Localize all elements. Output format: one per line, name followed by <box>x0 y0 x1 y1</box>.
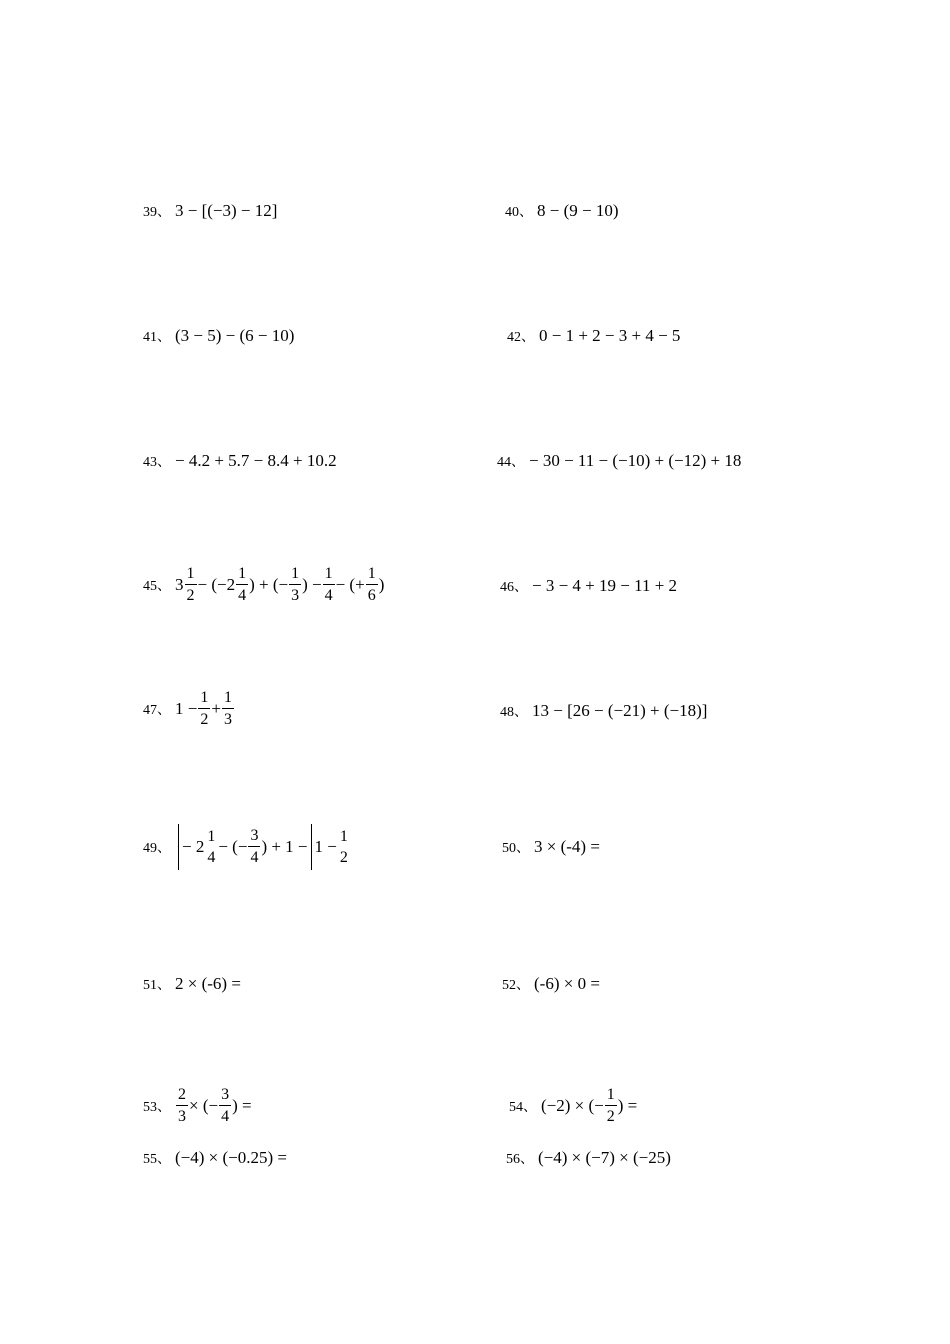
numerator: 2 <box>176 1087 188 1106</box>
denominator: 3 <box>291 587 300 604</box>
denominator: 6 <box>367 587 376 604</box>
expr-part: ) = <box>617 1096 638 1115</box>
numerator: 1 <box>339 827 348 845</box>
problem-number: 47、 <box>143 703 171 718</box>
expr-part: − 2 <box>182 837 205 856</box>
numerator: 1 <box>222 690 234 709</box>
denominator: 2 <box>200 711 209 728</box>
expression: − 30 − 11 − (−10) + (−12) + 18 <box>529 451 742 470</box>
expr-part: 1 − <box>314 837 337 856</box>
expression: 3 − [(−3) − 12] <box>175 201 278 220</box>
absolute-value-bar <box>178 824 179 870</box>
expr-part: − (−2 <box>197 575 236 594</box>
denominator: 2 <box>606 1108 615 1125</box>
fraction <box>185 566 197 604</box>
problem-number: 43、 <box>143 455 171 470</box>
problem-number: 45、 <box>143 579 171 594</box>
fraction <box>248 828 260 866</box>
expression: (-6) × 0 = <box>534 974 600 993</box>
expr-part: (−2) × (− <box>541 1096 604 1115</box>
problem-number: 54、 <box>509 1100 537 1115</box>
problem-40 <box>505 201 619 221</box>
problem-number: 41、 <box>143 330 171 345</box>
expr-part: ) = <box>232 1096 252 1115</box>
problem-53 <box>143 1087 252 1125</box>
problem-number: 56、 <box>506 1152 534 1167</box>
expression: 13 − [26 − (−21) + (−18)] <box>532 701 708 720</box>
expr-part: + <box>211 699 221 718</box>
numerator: 1 <box>207 827 216 845</box>
problem-number: 40、 <box>505 205 533 220</box>
problem-number: 49、 <box>143 841 171 856</box>
denominator: 4 <box>250 849 259 866</box>
expression: 2 × (-6) = <box>175 974 241 993</box>
denominator: 4 <box>221 1108 230 1125</box>
expr-part: − (+ <box>335 575 365 594</box>
problem-number: 52、 <box>502 978 530 993</box>
problem-44 <box>497 451 741 471</box>
denominator: 3 <box>223 711 232 728</box>
expression: 8 − (9 − 10) <box>537 201 619 220</box>
problem-49 <box>143 824 351 870</box>
problem-41 <box>143 326 294 346</box>
absolute-value-bar <box>311 824 312 870</box>
fraction <box>323 566 335 604</box>
fraction <box>289 566 301 604</box>
problem-46 <box>500 576 677 596</box>
denominator: 4 <box>324 587 333 604</box>
expression: (−4) × (−7) × (−25) <box>538 1148 671 1167</box>
problem-39 <box>143 201 277 221</box>
problem-number: 55、 <box>143 1152 171 1167</box>
expression: − 3 − 4 + 19 − 11 + 2 <box>532 576 678 595</box>
fraction <box>366 566 378 604</box>
numerator: 1 <box>605 1087 617 1106</box>
expr-part: 1 − <box>175 699 198 718</box>
problem-54 <box>509 1087 637 1125</box>
fraction <box>338 829 350 866</box>
fraction <box>205 829 217 866</box>
numerator: 1 <box>323 566 335 585</box>
fraction <box>219 1087 231 1125</box>
fraction <box>236 566 248 604</box>
fraction <box>176 1087 188 1125</box>
denominator: 2 <box>339 848 348 866</box>
expression: (−4) × (−0.25) = <box>175 1148 287 1167</box>
problem-55 <box>143 1148 287 1168</box>
denominator: 2 <box>186 587 195 604</box>
problem-48 <box>500 701 707 721</box>
expr-part: 3 <box>175 575 184 594</box>
expression: 3 × (-4) = <box>534 837 600 856</box>
numerator: 3 <box>219 1087 231 1106</box>
problem-number: 50、 <box>502 841 530 856</box>
problem-number: 51、 <box>143 978 171 993</box>
numerator: 1 <box>236 566 248 585</box>
fraction <box>198 690 210 728</box>
problem-number: 39、 <box>143 205 171 220</box>
problem-56 <box>506 1148 671 1168</box>
fraction <box>222 690 234 728</box>
expr-part: ) + 1 − <box>261 837 308 856</box>
problem-number: 46、 <box>500 580 528 595</box>
expr-part: ) <box>378 575 385 594</box>
expression: 0 − 1 + 2 − 3 + 4 − 5 <box>539 326 681 345</box>
numerator: 1 <box>185 566 197 585</box>
numerator: 1 <box>366 566 378 585</box>
problem-number: 48、 <box>500 705 528 720</box>
problem-42 <box>507 326 680 346</box>
expr-part: ) + (− <box>249 575 289 594</box>
numerator: 1 <box>198 690 210 709</box>
problem-51 <box>143 974 241 994</box>
expr-part: − (− <box>218 837 248 856</box>
expression: − 4.2 + 5.7 − 8.4 + 10.2 <box>175 451 337 470</box>
denominator: 4 <box>238 587 247 604</box>
problem-47 <box>143 690 235 728</box>
denominator: 3 <box>178 1108 186 1125</box>
problem-number: 44、 <box>497 455 525 470</box>
expr-part: × (− <box>189 1096 219 1115</box>
problem-45 <box>143 566 384 604</box>
denominator: 4 <box>207 848 216 866</box>
numerator: 1 <box>289 566 301 585</box>
expr-part: ) − <box>302 575 322 594</box>
problem-52 <box>502 974 600 994</box>
problem-number: 42、 <box>507 330 535 345</box>
fraction <box>605 1087 617 1125</box>
expression: (3 − 5) − (6 − 10) <box>175 326 295 345</box>
problem-43 <box>143 451 337 471</box>
problem-50 <box>502 837 600 857</box>
problem-number: 53、 <box>143 1100 171 1115</box>
numerator: 3 <box>248 828 260 847</box>
